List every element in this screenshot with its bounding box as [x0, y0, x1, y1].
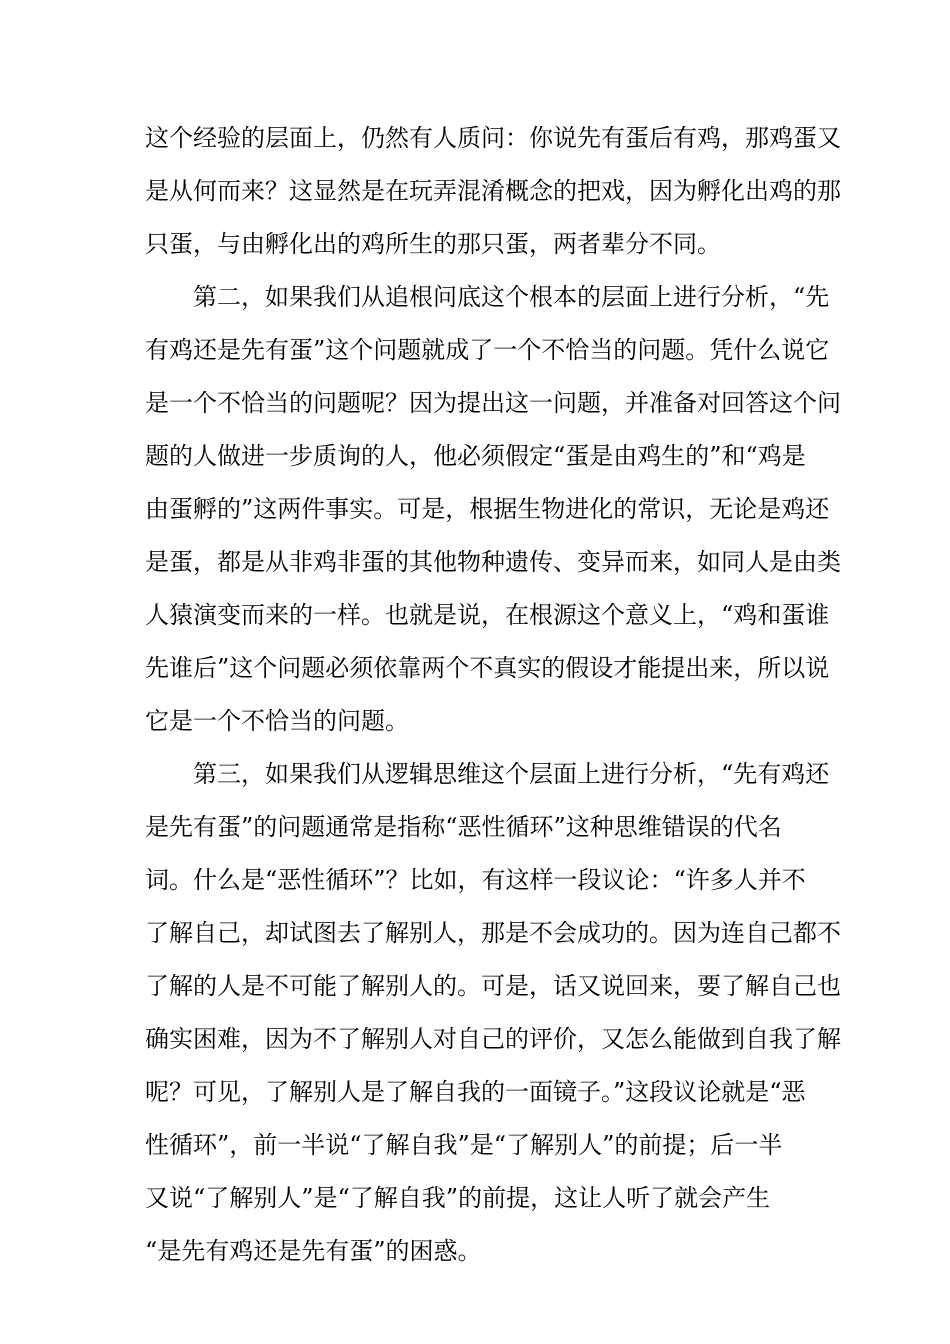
- text-line: 又说“了解别人”是“了解自我”的前提，这让人听了就会产生: [145, 1184, 771, 1212]
- text-line: 是蛋，都是从非鸡非蛋的其他物种遗传、变异而来，如同人是由类: [145, 548, 841, 576]
- text-line: 只蛋，与由孵化出的鸡所生的那只蛋，两者辈分不同。: [145, 230, 721, 258]
- text-line: 题的人做进一步质询的人，他必须假定“蛋是由鸡生的”和“鸡是: [145, 442, 806, 470]
- text-line: 呢？可见，了解别人是了解自我的一面镜子。”这段议论就是“恶: [145, 1078, 806, 1106]
- paragraph-start-line: 第二，如果我们从追根问底这个根本的层面上进行分析，“先: [193, 283, 830, 311]
- text-line: 有鸡还是先有蛋”这个问题就成了一个不恰当的问题。凭什么说它: [145, 336, 830, 364]
- text-line: 它是一个不恰当的问题。: [145, 707, 409, 735]
- text-line: 是从何而来？这显然是在玩弄混淆概念的把戏，因为孵化出鸡的那: [145, 177, 841, 205]
- text-line: 人猿演变而来的一样。也就是说，在根源这个意义上，“鸡和蛋谁: [145, 601, 830, 629]
- text-line: 先谁后”这个问题必须依靠两个不真实的假设才能提出来，所以说: [145, 654, 830, 682]
- text-line: 词。什么是“恶性循环”？比如，有这样一段议论：“许多人并不: [145, 866, 806, 894]
- text-line: 了解自己，却试图去了解别人，那是不会成功的。因为连自己都不: [145, 919, 841, 947]
- text-line: 了解的人是不可能了解别人的。可是，话又说回来，要了解自己也: [145, 972, 841, 1000]
- text-line: 是先有蛋”的问题通常是指称“恶性循环”这种思维错误的代名: [145, 813, 782, 841]
- text-line: 这个经验的层面上，仍然有人质问：你说先有蛋后有鸡，那鸡蛋又: [145, 124, 841, 152]
- text-line: “是先有鸡还是先有蛋”的困惑。: [145, 1237, 482, 1265]
- paragraph-start-line: 第三，如果我们从逻辑思维这个层面上进行分析，“先有鸡还: [193, 760, 830, 788]
- text-line: 性循环”，前一半说“了解自我”是“了解别人”的前提；后一半: [145, 1131, 783, 1159]
- text-line: 是一个不恰当的问题呢？因为提出这一问题，并准备对回答这个问: [145, 389, 841, 417]
- text-line: 由蛋孵的”这两件事实。可是，根据生物进化的常识，无论是鸡还: [145, 495, 830, 523]
- text-line: 确实困难，因为不了解别人对自己的评价，又怎么能做到自我了解: [145, 1025, 841, 1053]
